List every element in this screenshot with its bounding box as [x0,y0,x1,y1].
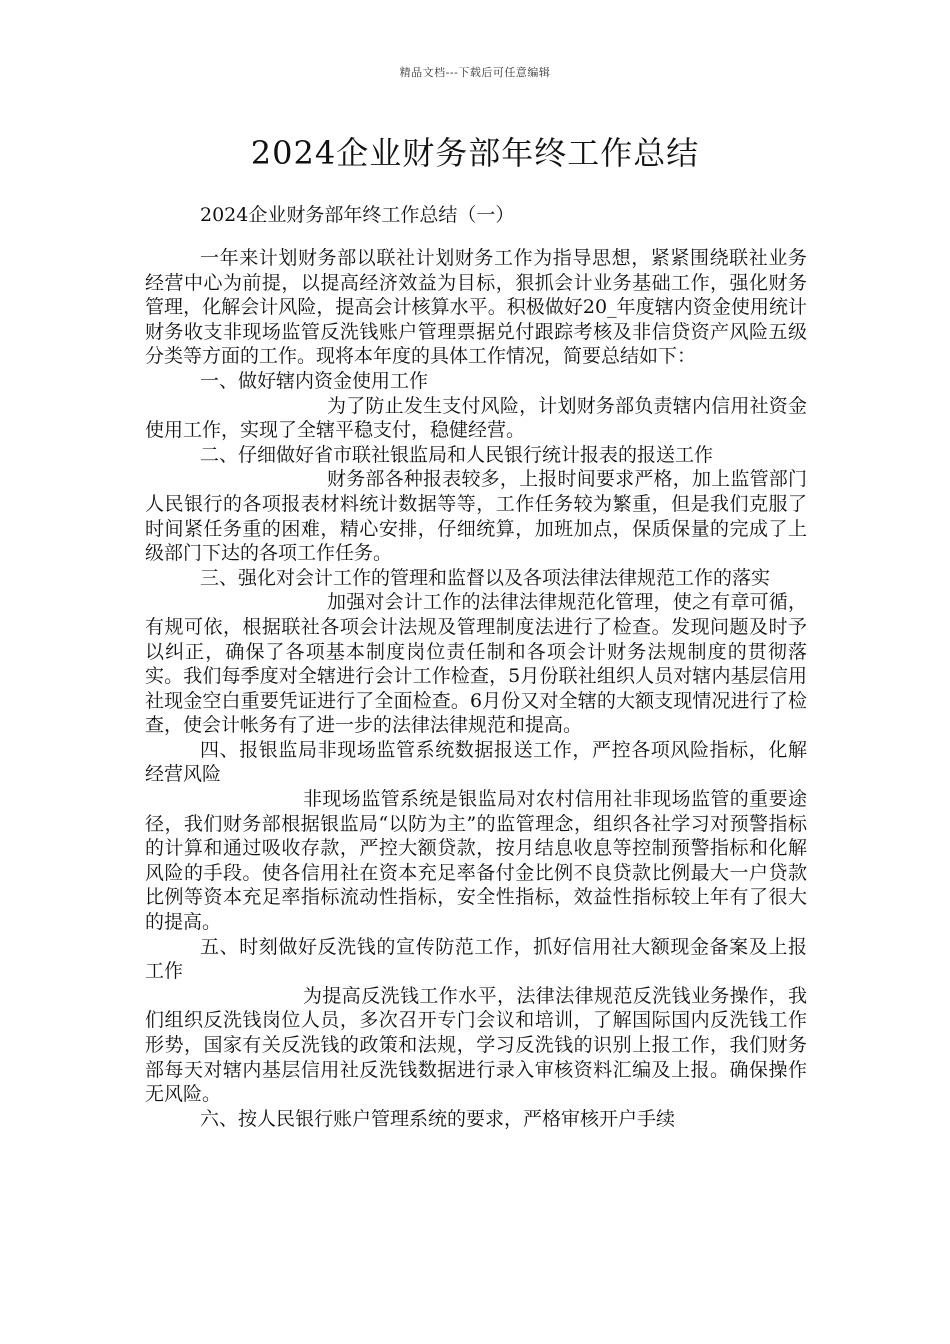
document-title: 2024企业财务部年终工作总结 [250,134,700,172]
section-paragraph-1: 为了防止发生支付风险，计划财务部负责辖内信用社资金使用工作，实现了全辖平稳支付，稳健经营。 [145,394,807,442]
document-subtitle: 2024企业财务部年终工作总结（一） [200,204,515,226]
section-heading-6: 六、按人民银行账户管理系统的要求，严格审核开户手续 [200,1107,676,1130]
section-heading-3: 三、强化对会计工作的管理和监督以及各项法律法律规范工作的落实 [200,566,771,589]
section-paragraph-2: 财务部各种报表较多，上报时间要求严格，加上监管部门人民银行的各项报表材料统计数据等等，工作任务较为繁重，但是我们克服了时间紧任务重的困难，精心安排，仔细统算，加班加点，保质保量的完成了上级部门下达的各项工作任务。 [145,468,807,565]
section-paragraph-5: 为提高反洗钱工作水平，法律法律规范反洗钱业务操作，我们组织反洗钱岗位人员，多次召开专门会议和培训，了解国际国内反洗钱工作形势，国家有关反洗钱的政策和法规，学习反洗钱的识别上报工作，我们财务部每天对辖内基层信用社反洗钱数据进行录入审核资料汇编及上报。确保操作无风险。 [145,984,807,1106]
section-paragraph-3: 加强对会计工作的法律法律规范化管理，使之有章可循，有规可依，根据联社各项会计法规及管理制度法进行了检查。发现问题及时予以纠正，确保了各项基本制度岗位责任制和各项会计财务法规制度的贯彻落实。我们每季度对全辖进行会计工作检查，5月份联社组织人员对辖内基层信用社现金空白重要凭证进行了全面检查。6月份又对全辖的大额支现情况进行了检查，使会计帐务有了进一步的法律法律规范和提高。 [145,591,807,737]
section-heading-4: 四、报银监局非现场监管系统数据报送工作，严控各项风险指标，化解经营风险 [145,738,807,786]
section-heading-1: 一、做好辖内资金使用工作 [200,369,429,392]
header-note: 精品文档---下载后可任意编辑 [399,66,551,79]
section-paragraph-4: 非现场监管系统是银监局对农村信用社非现场监管的重要途径，我们财务部根据银监局“以防为主”的监管理念，组织各社学习对预警指标的计算和通过吸收存款，严控大额贷款，按月结息收息等控制预警指标和化解风险的手段。使各信用社在资本充足率备付金比例不良贷款比例最大一户贷款比例等资本充足率指标流动性指标，安全性指标，效益性指标较上年有了很大的提高。 [145,788,807,934]
intro-paragraph: 一年来计划财务部以联社计划财务工作为指导思想，紧紧围绕联社业务经营中心为前提，以提高经济效益为目标，狠抓会计业务基础工作，强化财务管理，化解会计风险，提高会计核算水平。积极做好20_年度辖内资金使用统计财务收支非现场监管反洗钱账户管理票据兑付跟踪考核及非信贷资产风险五级分类等方面的工作。现将本年度的具体工作情况，简要总结如下： [145,247,807,368]
document-body [145,246,807,1131]
section-heading-5: 五、时刻做好反洗钱的宣传防范工作，抓好信用社大额现金备案及上报工作 [145,935,807,983]
section-heading-2: 二、仔细做好省市联社银监局和人民银行统计报表的报送工作 [200,443,714,466]
